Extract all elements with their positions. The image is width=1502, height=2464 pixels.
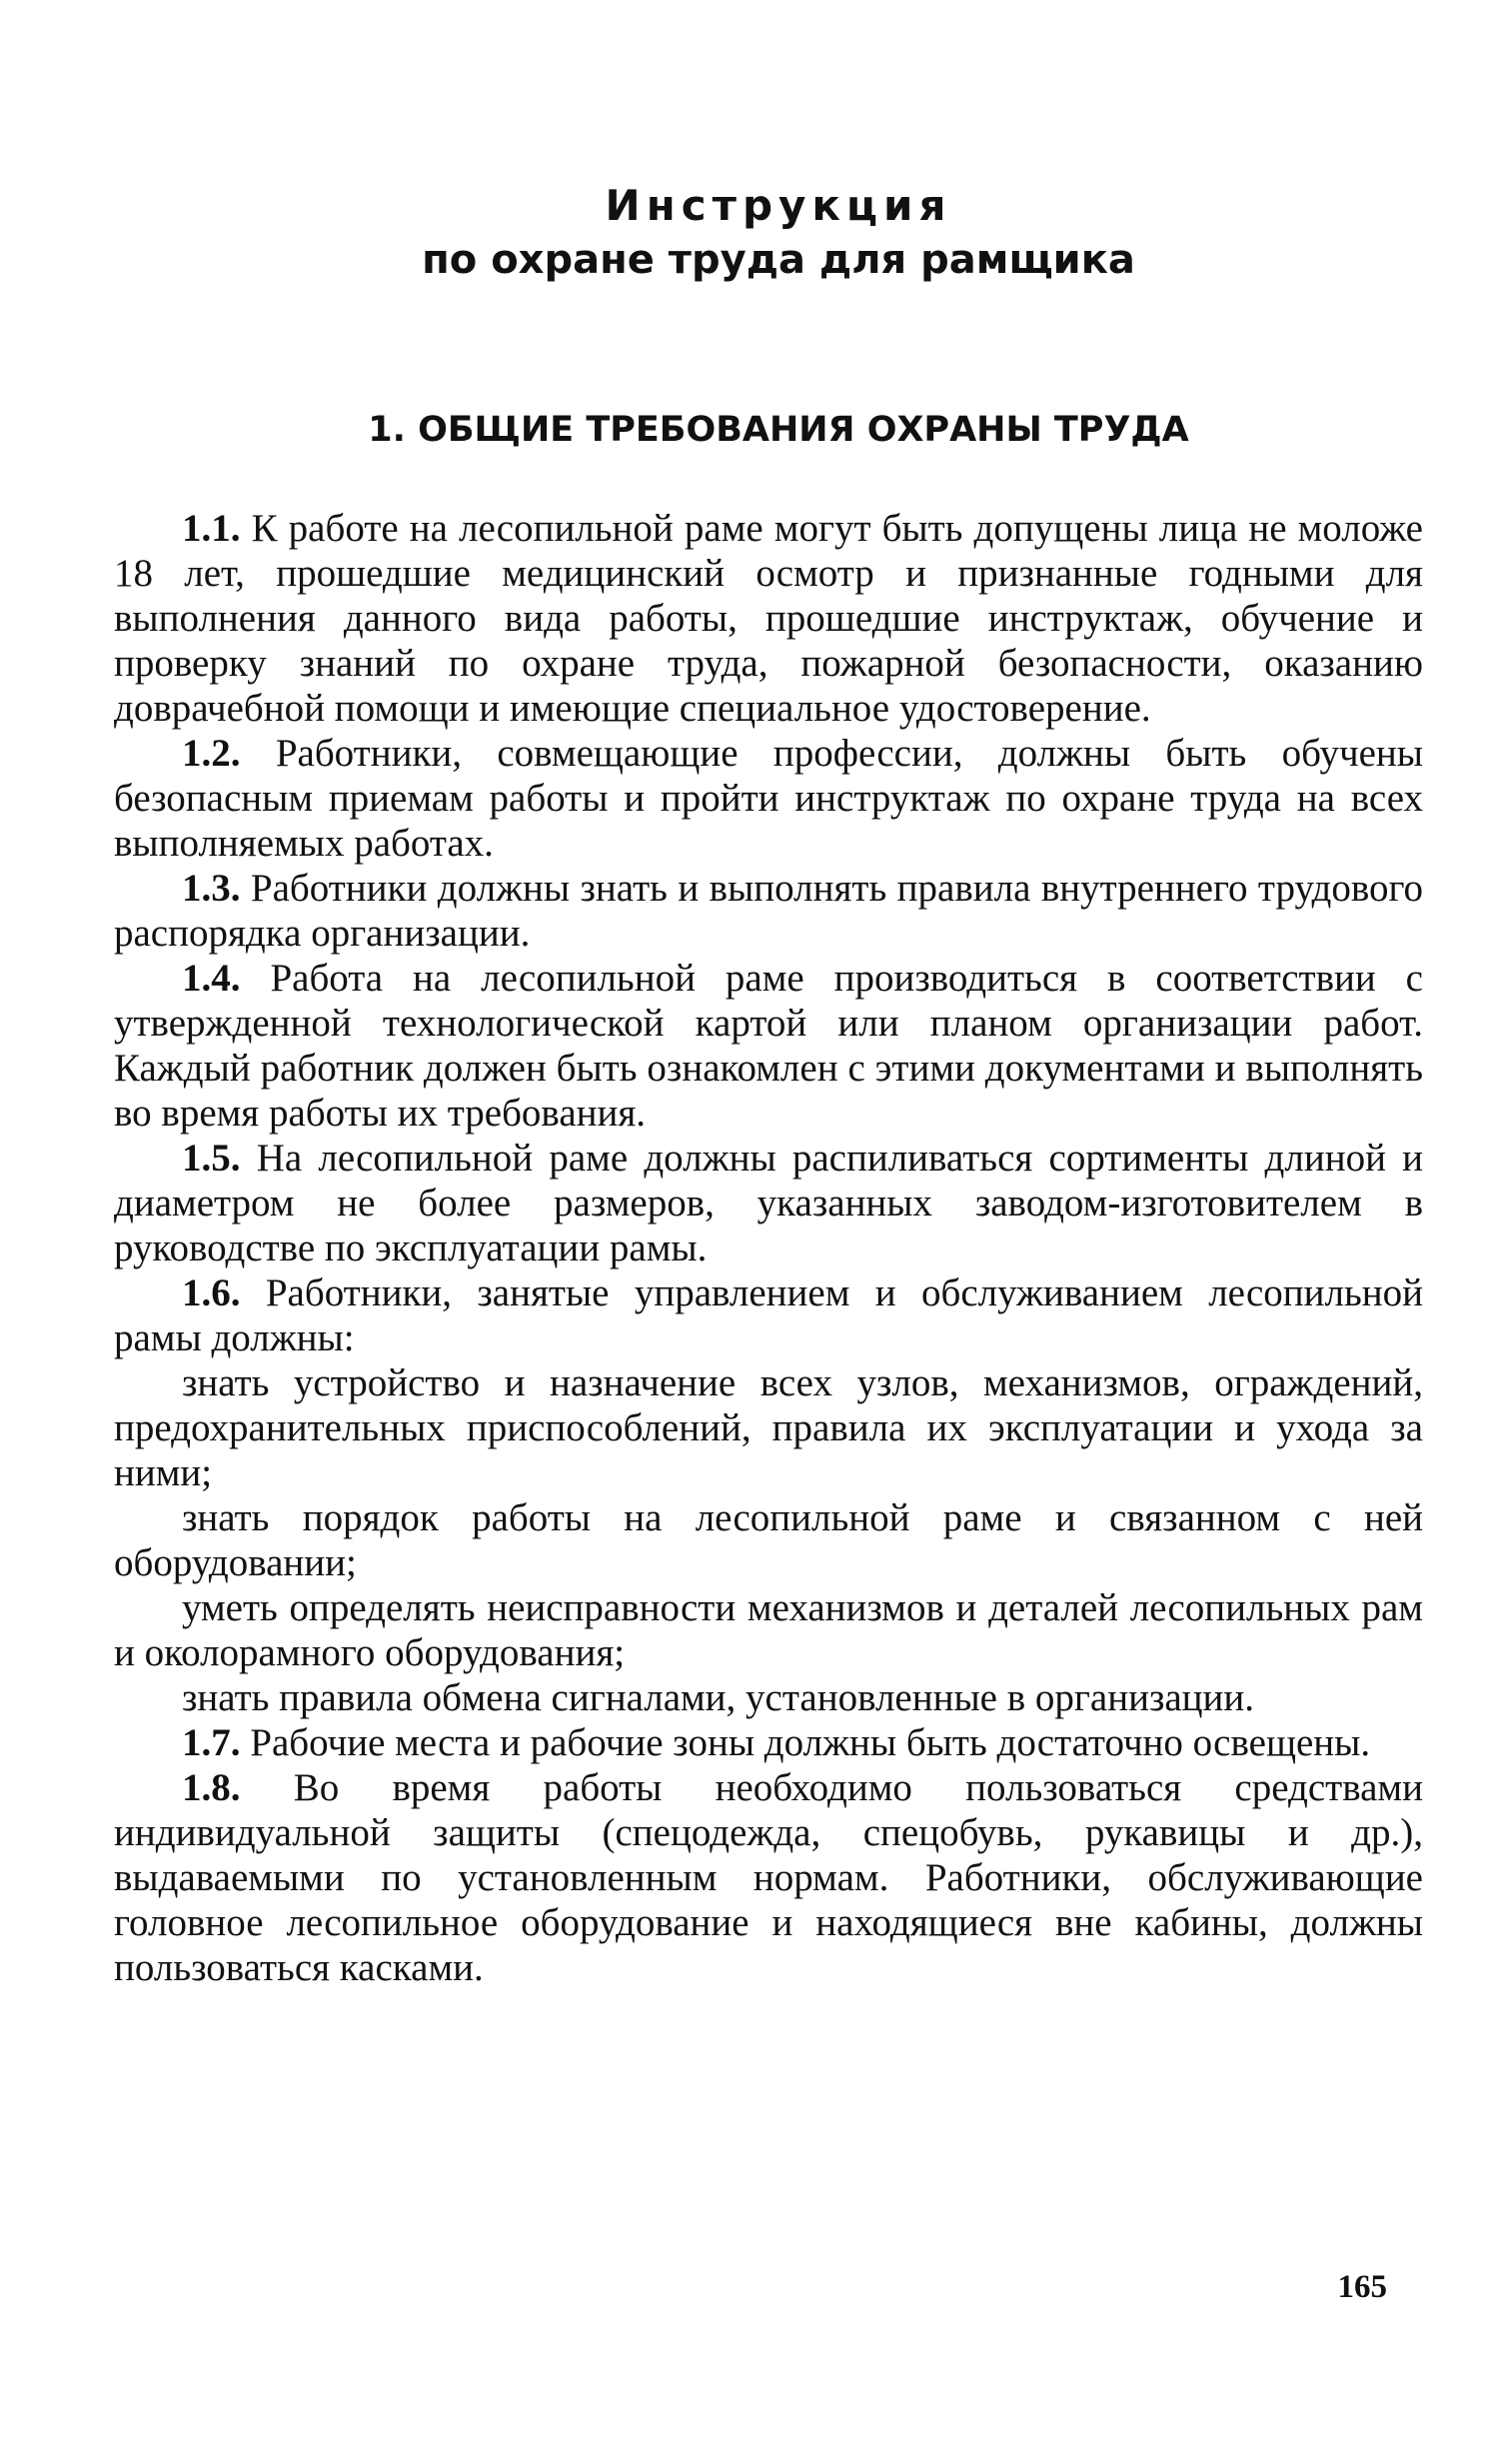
- paragraph-text: Работники должны знать и выполнять правила внутреннего трудового распорядка организации.: [114, 867, 1423, 955]
- list-item: [114, 1495, 1423, 1585]
- body-text: [114, 506, 1423, 1990]
- paragraph-1-8: [114, 1765, 1423, 1990]
- paragraph-text: уметь определять неисправности механизмов и деталей лесопильных рам и околорамного оборудования;: [114, 1586, 1423, 1674]
- clause-number: 1.8.: [182, 1766, 241, 1809]
- paragraph-1-4: [114, 956, 1423, 1136]
- paragraph-1-5: [114, 1136, 1423, 1270]
- paragraph-text: Рабочие места и рабочие зоны должны быть достаточно освещены.: [240, 1721, 1371, 1764]
- paragraph-text: знать устройство и назначение всех узлов, механизмов, ограждений, предохранительных приспособлений, правила их эксплуатации и ухода за ними;: [114, 1361, 1423, 1494]
- clause-number: 1.4.: [182, 957, 241, 1000]
- clause-number: 1.7.: [182, 1721, 241, 1764]
- paragraph-text: Работники, занятые управлением и обслуживанием лесопильной рамы должны:: [114, 1271, 1423, 1359]
- list-item: [114, 1585, 1423, 1675]
- list-item: [114, 1360, 1423, 1495]
- document-title: Инструкция: [605, 181, 952, 230]
- document-subtitle: по охране труда для рамщика: [422, 237, 1135, 283]
- clause-number: 1.1.: [182, 507, 241, 550]
- paragraph-1-2: [114, 731, 1423, 866]
- paragraph-text: На лесопильной раме должны распиливаться сортименты длиной и диаметром не более размеров, указанных заводом-изготовителем в руководстве по эксплуатации рамы.: [114, 1137, 1423, 1269]
- paragraph-text: Работа на лесопильной раме производиться в соответствии с утвержденной технологической картой или планом организации работ. Каждый работник должен быть ознакомлен с этими документами и выполнять во время работы их требования.: [114, 957, 1423, 1135]
- paragraph-text: Во время работы необходимо пользоваться средствами индивидуальной защиты (спецодежда, спецобувь, рукавицы и др.), выдаваемыми по установленным нормам. Работники, обслуживающие головное лесопильное оборудование и находящиеся вне кабины, должны пользоваться касками.: [114, 1766, 1423, 1989]
- clause-number: 1.5.: [182, 1137, 241, 1180]
- document-page: [114, 180, 1423, 1990]
- clause-number: 1.2.: [182, 732, 241, 775]
- list-item: [114, 1675, 1423, 1720]
- paragraph-text: знать порядок работы на лесопильной раме и связанном с ней оборудовании;: [114, 1496, 1423, 1584]
- section-heading: 1. ОБЩИЕ ТРЕБОВАНИЯ ОХРАНЫ ТРУДА: [368, 410, 1189, 450]
- paragraph-text: К работе на лесопильной раме могут быть допущены лица не моложе 18 лет, прошедшие медицинский осмотр и признанные годными для выполнения данного вида работы, прошедшие инструктаж, обучение и проверку знаний по охране труда, пожарной безопасности, оказанию доврачебной помощи и имеющие специальное удостоверение.: [114, 507, 1423, 730]
- clause-number: 1.3.: [182, 867, 241, 910]
- paragraph-1-6: [114, 1270, 1423, 1360]
- paragraph-1-1: [114, 506, 1423, 731]
- paragraph-1-3: [114, 866, 1423, 956]
- paragraph-text: Работники, совмещающие профессии, должны быть обучены безопасным приемам работы и пройти инструктаж по охране труда на всех выполняемых работах.: [114, 732, 1423, 865]
- clause-number: 1.6.: [182, 1271, 241, 1314]
- page-number: 165: [1337, 2269, 1387, 2305]
- paragraph-1-7: [114, 1720, 1423, 1765]
- paragraph-text: знать правила обмена сигналами, установленные в организации.: [182, 1676, 1255, 1719]
